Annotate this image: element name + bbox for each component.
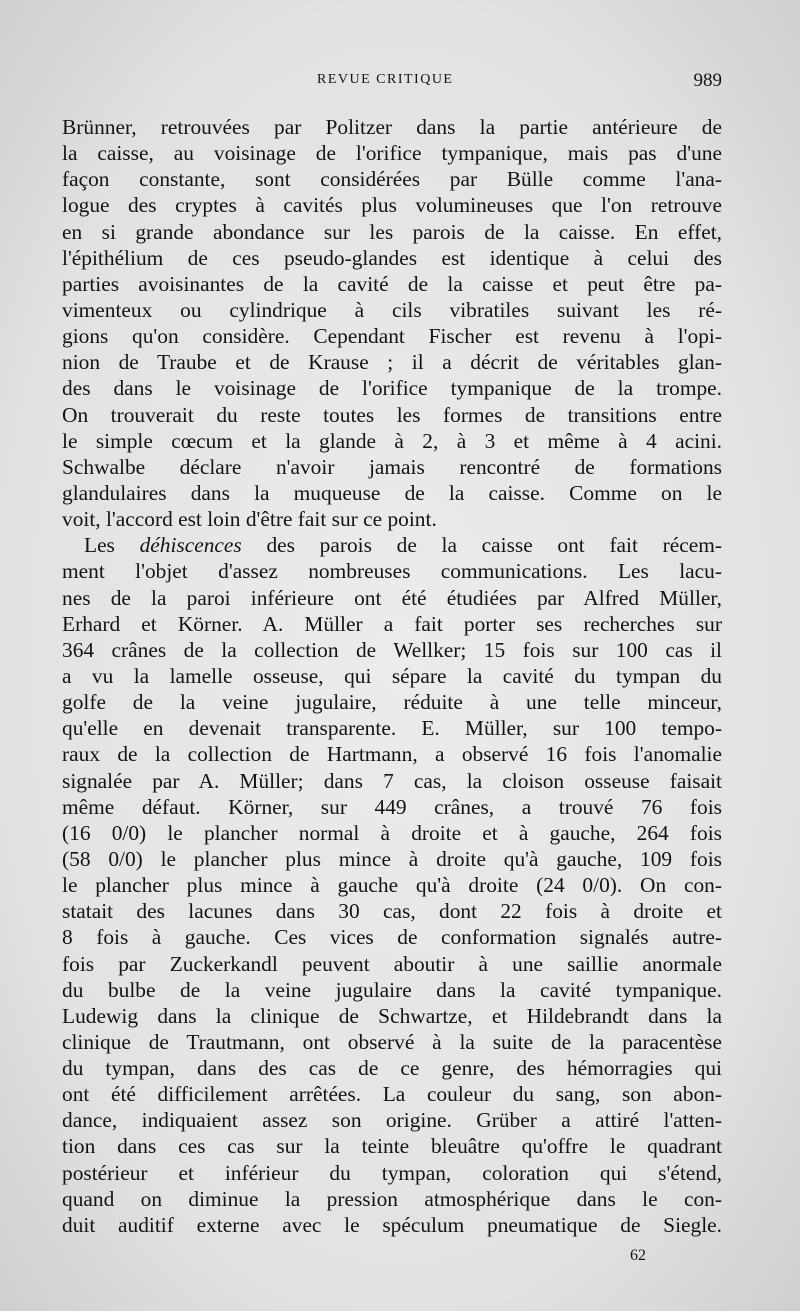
page-number: 989 (693, 70, 722, 91)
text-line: ment l'objet d'assez nombreuses communications. Les lacu- (62, 559, 722, 584)
text-line: ont été difficilement arrêtées. La couleur du sang, son abon- (62, 1082, 722, 1107)
text-line: Erhard et Körner. A. Müller a fait porter ses recherches sur (62, 611, 722, 636)
text-line: raux de la collection de Hartmann, a observé 16 fois l'anomalie (62, 742, 722, 767)
text-line: du tympan, dans des cas de ce genre, des hémorragies qui (62, 1056, 722, 1081)
text-line: vimenteux ou cylindrique à cils vibratiles suivant les ré- (62, 297, 722, 322)
text-line: façon constante, sont considérées par Bülle comme l'ana- (62, 167, 722, 192)
text-line: quand on diminue la pression atmosphérique dans le con- (62, 1186, 722, 1211)
text-line: du bulbe de la veine jugulaire dans la cavité tympanique. (62, 977, 722, 1002)
text-line: fois par Zuckerkandl peuvent aboutir à une saillie anormale (62, 951, 722, 976)
text-line: en si grande abondance sur les parois de la caisse. En effet, (62, 219, 722, 244)
text-line: (16 0/0) le plancher normal à droite et à gauche, 264 fois (62, 820, 722, 845)
text-line: tion dans ces cas sur la teinte bleuâtre qu'offre le quadrant (62, 1134, 722, 1159)
text-line: nion de Traube et de Krause ; il a décrit de véritables glan- (62, 350, 722, 375)
text-line: nes de la paroi inférieure ont été étudiées par Alfred Müller, (62, 585, 722, 610)
text-line: des dans le voisinage de l'orifice tympanique de la trompe. (62, 376, 722, 401)
text-line: signalée par A. Müller; dans 7 cas, la cloison osseuse faisait (62, 768, 722, 793)
text-line: On trouverait du reste toutes les formes de transitions entre (62, 402, 722, 427)
text-line: 8 fois à gauche. Ces vices de conformation signalés autre- (62, 925, 722, 950)
text-line: clinique de Trautmann, ont observé à la suite de la paracentèse (62, 1029, 722, 1054)
italic-term: déhiscences (139, 533, 242, 558)
text-line-first (62, 532, 722, 558)
text-line: parties avoisinantes de la cavité de la caisse et peut être pa- (62, 271, 722, 296)
text-line: glandulaires dans la muqueuse de la caisse. Comme on le (62, 480, 722, 505)
text-line: voit, l'accord est loin d'être fait sur ce point. (62, 507, 437, 532)
text-line: duit auditif externe avec le spéculum pneumatique de Siegle. (62, 1212, 722, 1237)
text-run: des parois de la caisse ont fait récem- (241, 533, 723, 558)
text-line: Ludewig dans la clinique de Schwartze, et Hildebrandt dans la (62, 1003, 722, 1028)
text-line: postérieur et inférieur du tympan, coloration qui s'étend, (62, 1160, 722, 1185)
paragraph-2 (62, 532, 722, 1238)
body-text (62, 114, 722, 1238)
text-line: statait des lacunes dans 30 cas, dont 22 fois à droite et (62, 899, 722, 924)
text-line: l'épithélium de ces pseudo-glandes est identique à celui des (62, 245, 722, 270)
signature-mark: 62 (630, 1247, 646, 1264)
journal-title: REVUE CRITIQUE (317, 72, 454, 87)
text-line: le simple cœcum et la glande à 2, à 3 et même à 4 acini. (62, 428, 722, 453)
text-line: la caisse, au voisinage de l'orifice tympanique, mais pas d'une (62, 141, 722, 166)
text-line: dance, indiquaient assez son origine. Grüber a attiré l'atten- (62, 1108, 722, 1133)
text-line: même défaut. Körner, sur 449 crânes, a trouvé 76 fois (62, 794, 722, 819)
text-run: Les (84, 533, 140, 558)
text-line: le plancher plus mince à gauche qu'à droite (24 0/0). On con- (62, 873, 722, 898)
text-line: a vu la lamelle osseuse, qui sépare la cavité du tympan du (62, 663, 722, 688)
text-line: (58 0/0) le plancher plus mince à droite qu'à gauche, 109 fois (62, 846, 722, 871)
text-line: Schwalbe déclare n'avoir jamais rencontré de formations (62, 454, 722, 479)
text-line: qu'elle en devenait transparente. E. Müller, sur 100 tempo- (62, 716, 722, 741)
text-line: logue des cryptes à cavités plus volumineuses que l'on retrouve (62, 193, 722, 218)
text-line: 364 crânes de la collection de Wellker; 15 fois sur 100 cas il (62, 637, 722, 662)
text-line: gions qu'on considère. Cependant Fischer est revenu à l'opi- (62, 324, 722, 349)
text-line: Brünner, retrouvées par Politzer dans la partie antérieure de (62, 115, 722, 139)
running-head (62, 72, 722, 96)
paragraph-1 (62, 114, 722, 532)
text-line: golfe de la veine jugulaire, réduite à une telle minceur, (62, 690, 722, 715)
